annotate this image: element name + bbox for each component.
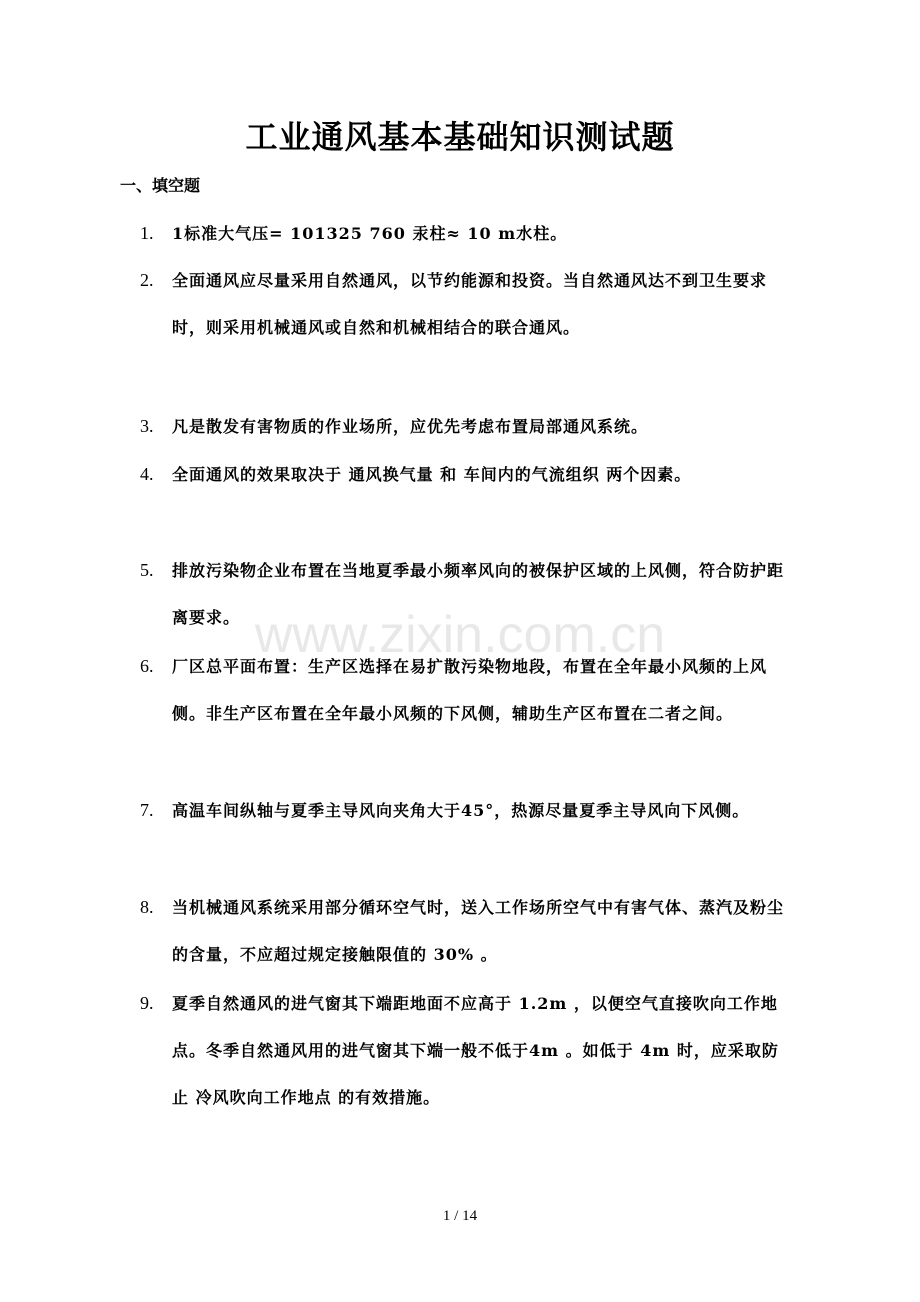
question-item [140, 787, 790, 834]
question-item [140, 980, 790, 1121]
question-number: 6. [140, 656, 154, 676]
question-number: 8. [140, 897, 154, 917]
question-item [140, 451, 790, 498]
question-text: 全面通风的效果取决于 通风换气量 和 车间内的气流组织 两个因素。 [172, 465, 692, 484]
document-title: 工业通风基本基础知识测试题 [245, 118, 675, 156]
question-text: 高温车间纵轴与夏季主导风向夹角大于45°，热源尽量夏季主导风向下风侧。 [172, 801, 750, 820]
question-number: 9. [140, 993, 154, 1013]
question-number: 4. [140, 464, 154, 484]
question-item [140, 257, 790, 351]
question-text: 当机械通风系统采用部分循环空气时，送入工作场所空气中有害气体、蒸汽及粉尘的含量，不应超过规定接触限值的 30% 。 [172, 898, 785, 964]
watermark: www.zixin.com.cn [254, 606, 666, 664]
question-number: 3. [140, 416, 154, 436]
question-number: 2. [140, 270, 154, 290]
question-item [140, 403, 790, 450]
question-text: 凡是散发有害物质的作业场所，应优先考虑布置局部通风系统。 [172, 417, 649, 436]
page-number: 1 / 14 [442, 1208, 478, 1224]
question-number: 5. [140, 560, 154, 580]
question-text: 排放污染物企业布置在当地夏季最小频率风向的被保护区域的上风侧，符合防护距离要求。 [172, 561, 785, 627]
question-number: 1. [140, 223, 154, 243]
question-text: 厂区总平面布置：生产区选择在易扩散污染物地段，布置在全年最小风频的上风侧。非生产区布置在全年最小风频的下风侧，辅助生产区布置在二者之间。 [172, 657, 768, 723]
question-text: 1标准大气压= 101325 760 汞柱≈ 10 m水柱。 [172, 224, 568, 243]
question-text: 全面通风应尽量采用自然通风，以节约能源和投资。当自然通风达不到卫生要求时，则采用机械通风或自然和机械相结合的联合通风。 [172, 271, 768, 337]
question-item [140, 884, 790, 978]
question-number: 7. [140, 800, 154, 820]
section-heading: 一、填空题 [120, 176, 201, 195]
question-text: 夏季自然通风的进气窗其下端距地面不应高于 1.2m ，以便空气直接吹向工作地点。冬季自然通风用的进气窗其下端一般不低于4m 。如低于 4m 时，应采取防止 冷风吹向工作地点 的有效措施。 [172, 994, 779, 1107]
question-item [140, 210, 790, 257]
